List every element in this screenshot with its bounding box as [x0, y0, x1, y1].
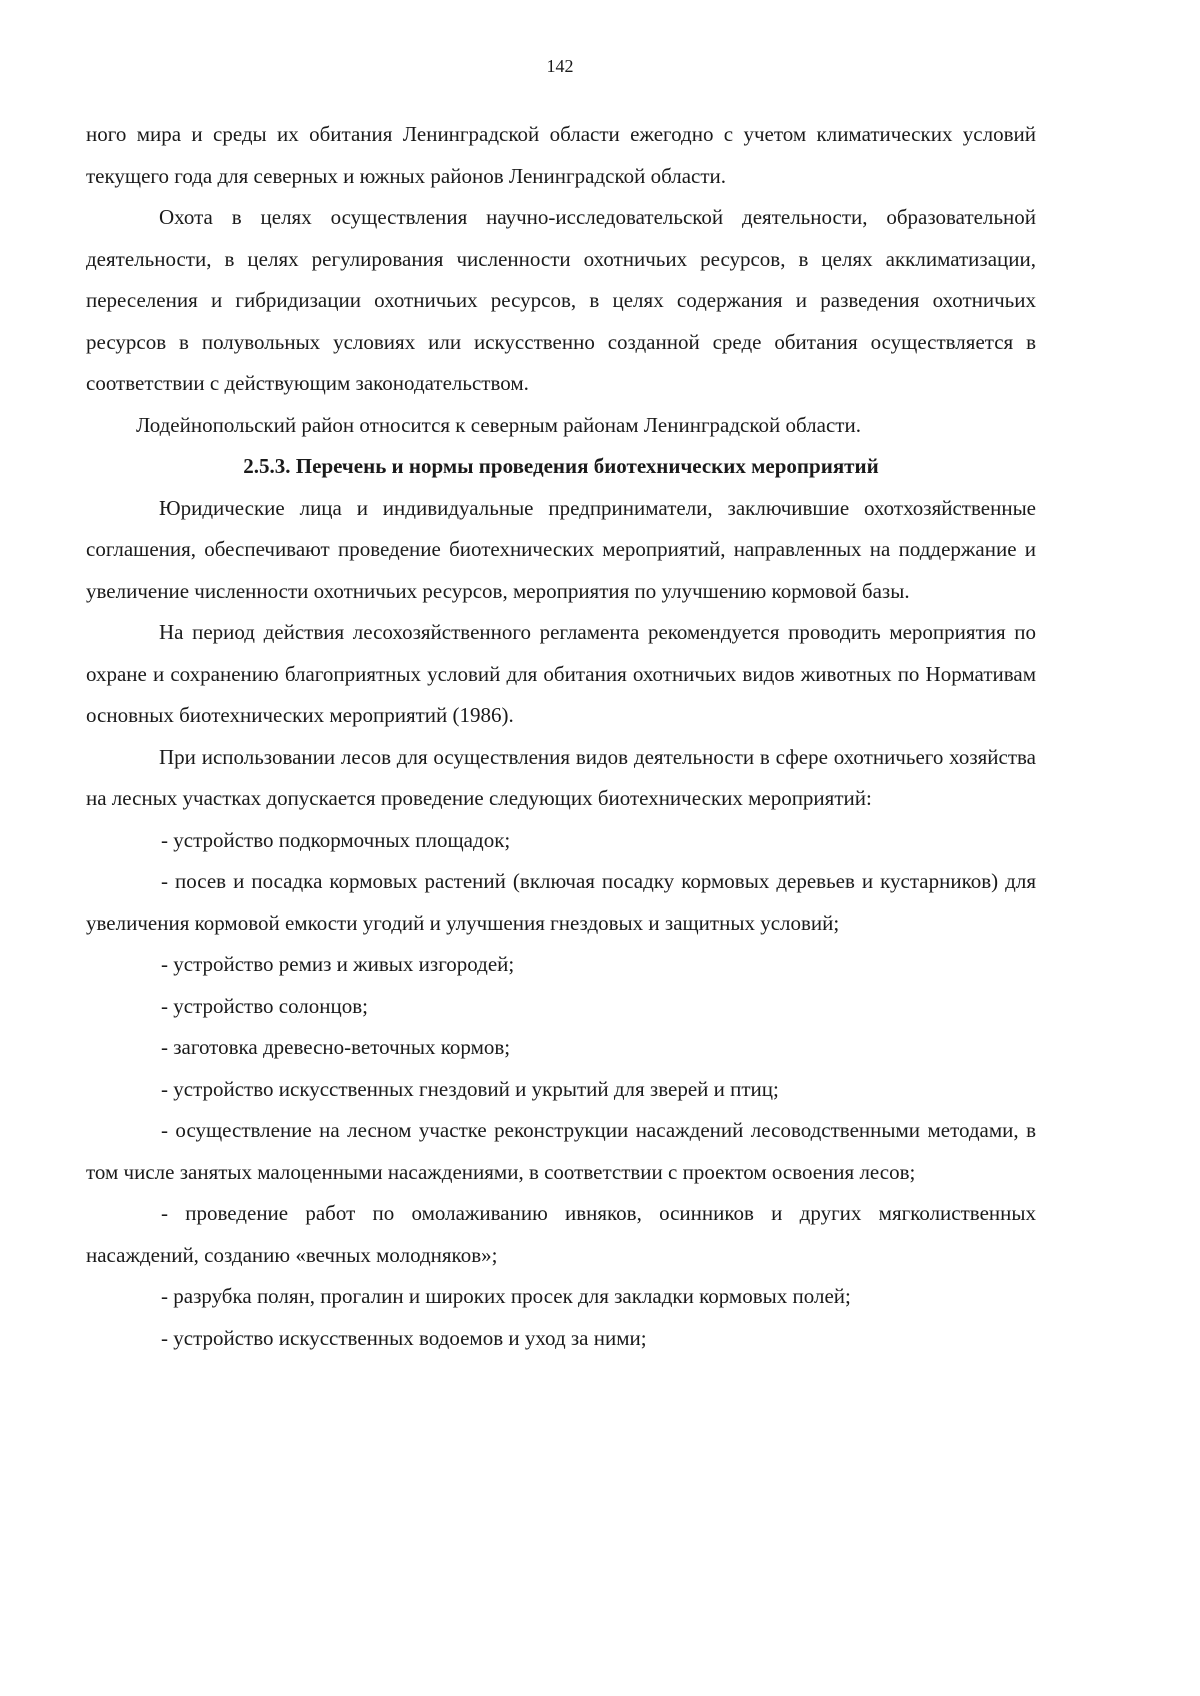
paragraph-regulation-period: На период действия лесохозяйственного регламента рекомендуется проводить мероприятия по охране и сохранению благоприятных условий для обитания охотничьих видов животных по Нормативам основных биотехнических мероприятий (1986). — [86, 620, 1036, 727]
paragraph-district: Лодейнопольский район относится к северным районам Ленинградской области. — [136, 412, 861, 437]
list-item: - осуществление на лесном участке реконструкции насаждений лесоводственными методами, в том числе занятых малоценными насаждениями, в соответствии с проектом освоения лесов; — [86, 1118, 1036, 1184]
list-item: - проведение работ по омолаживанию ивняков, осинников и других мягколиственных насаждений, созданию «вечных молодняков»; — [86, 1201, 1036, 1267]
paragraph-forest-use: При использовании лесов для осуществления видов деятельности в сфере охотничьего хозяйства на лесных участках допускается проведение следующих биотехнических мероприятий: — [86, 744, 1036, 810]
list-item: - устройство искусственных гнездовий и укрытий для зверей и птиц; — [161, 1076, 779, 1101]
list-item: - устройство солонцов; — [161, 993, 369, 1018]
paragraph-continuation: ного мира и среды их обитания Ленинградской области ежегодно с учетом климатических условий текущего года для северных и южных районов Ленинградской области. — [86, 122, 1036, 188]
section-heading: 2.5.3. Перечень и нормы проведения биотехнических мероприятий — [243, 454, 879, 478]
paragraph-legal-entities: Юридические лица и индивидуальные предприниматели, заключившие охотхозяйственные соглашения, обеспечивают проведение биотехнических мероприятий, направленных на поддержание и увеличение численности охотничьих ресурсов, мероприятия по улучшению кормовой базы. — [86, 495, 1036, 603]
list-item: - заготовка древесно-веточных кормов; — [161, 1035, 511, 1059]
paragraph-hunting-purposes: Охота в целях осуществления научно-исследовательской деятельности, образовательной деятельности, в целях регулирования численности охотничьих ресурсов, в целях акклиматизации, переселения и гибридизации охотничьих ресурсов, в целях содержания и разведения охотничьих ресурсов в полувольных условиях или искусственно созданной среде обитания осуществляется в соответствии с действующим законодательством. — [86, 205, 1036, 395]
list-item: - устройство ремиз и живых изгородей; — [161, 952, 515, 976]
page-number: 142 — [546, 56, 574, 76]
list-item: - устройство подкормочных площадок; — [161, 827, 511, 852]
list-item: - устройство искусственных водоемов и уход за ними; — [161, 1325, 647, 1350]
document-body — [86, 114, 1036, 1359]
list-item: - разрубка полян, прогалин и широких просек для закладки кормовых полей; — [161, 1284, 851, 1308]
list-item: - посев и посадка кормовых растений (включая посадку кормовых деревьев и кустарников) для увеличения кормовой емкости угодий и улучшения гнездовых и защитных условий; — [86, 869, 1036, 935]
